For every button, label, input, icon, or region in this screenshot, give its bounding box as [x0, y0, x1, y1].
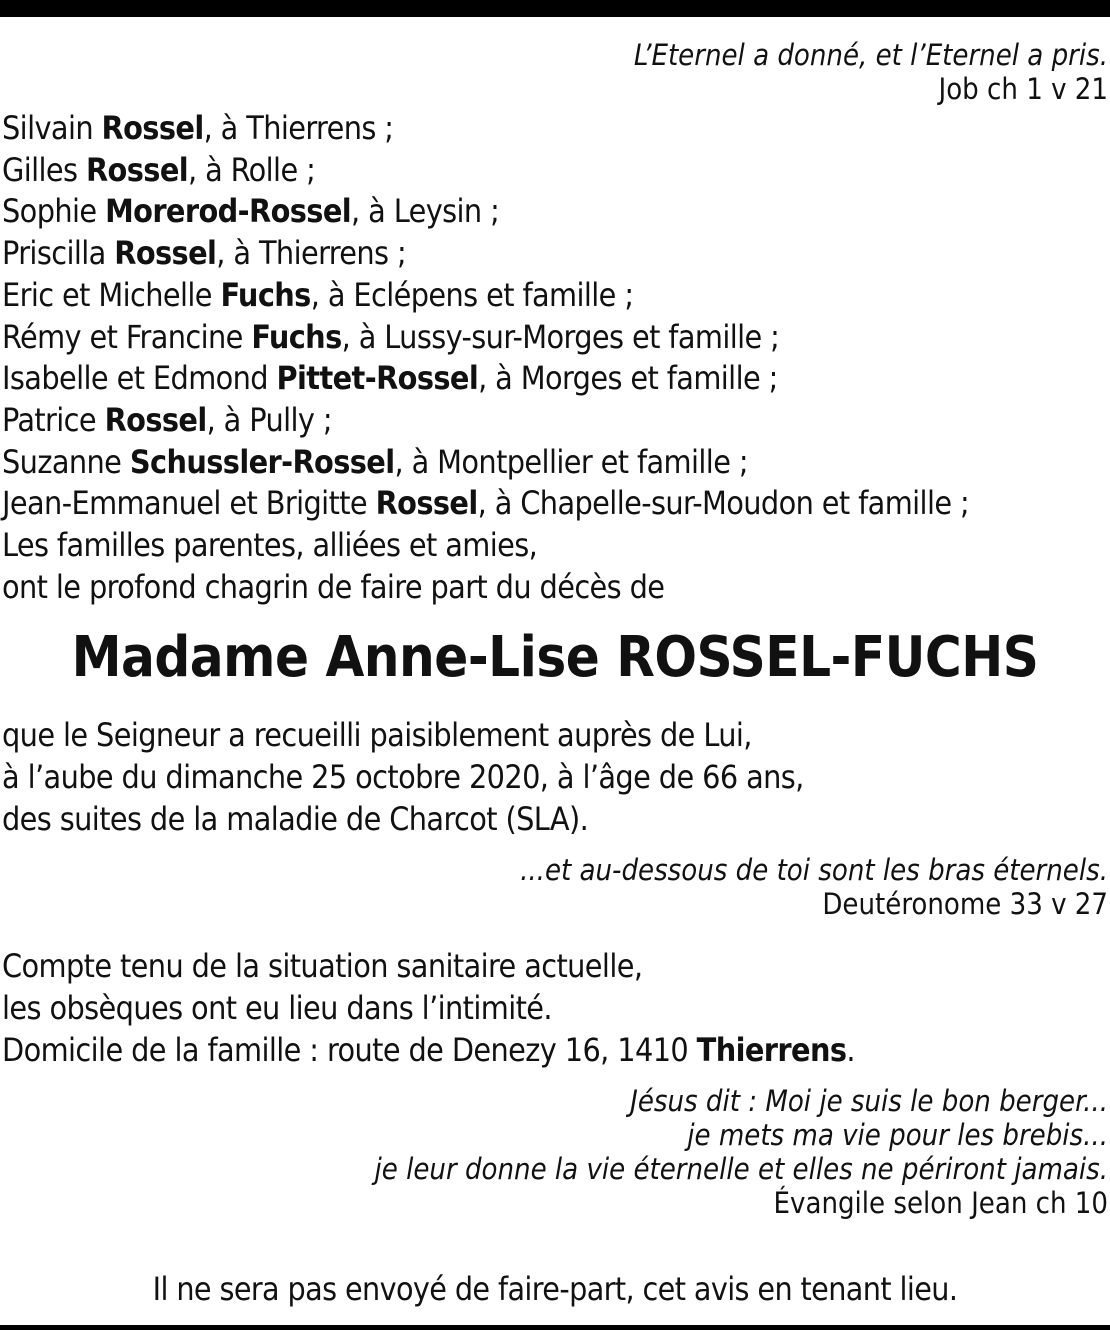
mourner-place: , à Thierrens ; [216, 234, 407, 273]
epigraph-bottom-quote-line-2: je mets ma vie pour les brebis... [687, 1118, 1108, 1152]
mourner-surname: Schussler-Rossel [129, 442, 395, 481]
mourner-given-names: Silvain [2, 109, 102, 147]
mourner-place: , à Morges et famille ; [478, 359, 778, 398]
epigraph-middle-reference: Deutéronome 33 v 27 [822, 887, 1108, 921]
mourner-line [2, 317, 969, 359]
announcement-line-1: Les familles parentes, alliées et amies, [2, 526, 538, 565]
circumstances [2, 714, 804, 840]
mourner-given-names: Patrice [2, 400, 105, 439]
mourner-surname: Fuchs [220, 275, 311, 314]
mourner-place: , à Montpellier et famille ; [394, 442, 748, 481]
mourner-given-names: Sophie [2, 192, 106, 231]
circumstances-line-2: à l’aube du dimanche 25 octobre 2020, à l’âge de 66 ans, [2, 758, 804, 796]
mourner-place: , à Rolle ; [188, 150, 316, 189]
epigraph-middle-quote: ...et au-dessous de toi sont les bras éternels. [520, 853, 1108, 887]
mourner-given-names: Priscilla [2, 234, 115, 273]
mourner-given-names: Gilles [2, 150, 86, 189]
mourner-place: , à Pully ; [206, 400, 332, 439]
mourner-line [2, 275, 969, 317]
bottom-rule [0, 1325, 1110, 1330]
mourner-place: , à Eclépens et famille ; [310, 275, 634, 314]
mourner-line [2, 150, 969, 192]
family-town: Thierrens [696, 1031, 847, 1069]
epigraph-bottom [375, 1084, 1108, 1220]
mourner-line [2, 191, 969, 233]
epigraph-top-quote: L’Eternel a donné, et l’Eternel a pris. [633, 38, 1108, 72]
mourner-place: , à Leysin ; [351, 192, 500, 231]
mourner-surname: Fuchs [251, 317, 342, 356]
funeral-info-line-2: les obsèques ont eu lieu dans l’intimité. [2, 989, 552, 1027]
funeral-info-line-1: Compte tenu de la situation sanitaire actuelle, [2, 947, 643, 985]
epigraph-bottom-quote-line-1: Jésus dit : Moi je suis le bon berger... [630, 1084, 1108, 1118]
mourner-line [2, 358, 969, 400]
mourner-line [2, 483, 969, 525]
mourner-surname: Rossel [85, 150, 189, 189]
mourner-given-names: Rémy et Francine [2, 317, 252, 356]
mourner-given-names: Isabelle et Edmond [2, 359, 277, 398]
mourner-place: , à Lussy-sur-Morges et famille ; [341, 317, 780, 356]
mourner-given-names: Suzanne [2, 442, 130, 481]
announcement-line-2: ont le profond chagrin de faire part du décès de [2, 567, 665, 606]
footer-note: Il ne sera pas envoyé de faire-part, cet avis en tenant lieu. [152, 1270, 958, 1308]
mourner-given-names: Eric et Michelle [2, 275, 221, 314]
mourner-line [2, 108, 969, 150]
funeral-info-line-3 [2, 1029, 855, 1071]
mourner-place: , à Chapelle-sur-Moudon et famille ; [477, 484, 970, 523]
circumstances-line-3: des suites de la maladie de Charcot (SLA). [2, 800, 589, 838]
family-address: Domicile de la famille : route de Denezy 16, 1410 [2, 1031, 697, 1069]
mourner-surname: Morerod-Rossel [105, 192, 352, 231]
mourner-line [2, 233, 969, 275]
mourner-surname: Pittet-Rossel [276, 359, 479, 398]
epigraph-bottom-quote-line-3: je leur donne la vie éternelle et elles ne périront jamais. [374, 1152, 1108, 1186]
epigraph-top-reference: Job ch 1 v 21 [938, 72, 1108, 106]
circumstances-line-1: que le Seigneur a recueilli paisiblement auprès de Lui, [2, 716, 752, 754]
mourner-line [2, 442, 969, 484]
mourners-list [2, 108, 969, 608]
mourner-surname: Rossel [101, 109, 204, 147]
mourner-given-names: Jean-Emmanuel et Brigitte [2, 484, 376, 523]
epigraph-middle [520, 853, 1108, 921]
address-period: . [846, 1031, 855, 1069]
epigraph-top [634, 38, 1108, 106]
epigraph-bottom-reference: Évangile selon Jean ch 10 [773, 1186, 1108, 1220]
top-rule [0, 0, 1110, 17]
mourner-surname: Rossel [104, 400, 207, 439]
mourner-place: , à Thierrens ; [203, 109, 394, 147]
funeral-info [2, 945, 855, 1071]
mourner-line [2, 400, 969, 442]
mourner-surname: Rossel [375, 484, 478, 523]
mourner-surname: Rossel [114, 234, 217, 273]
deceased-name: Madame Anne-Lise ROSSEL-FUCHS [71, 625, 1039, 690]
